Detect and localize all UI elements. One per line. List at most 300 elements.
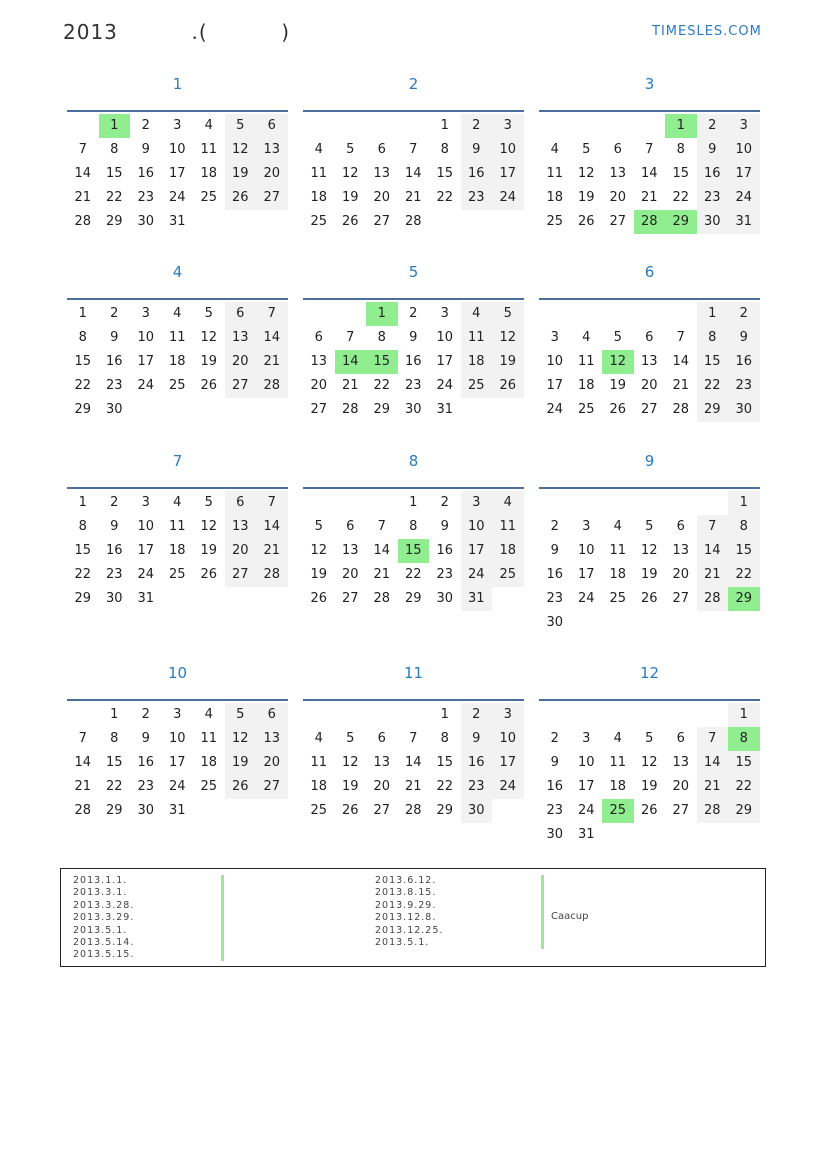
day-cell[interactable]: 9: [409, 330, 418, 345]
day-cell[interactable]: 12: [200, 519, 218, 534]
day-cell[interactable]: 3: [582, 519, 591, 534]
day-cell[interactable]: 27: [640, 402, 658, 417]
day-cell[interactable]: 25: [310, 214, 328, 229]
day-cell[interactable]: 19: [225, 162, 257, 186]
day-cell[interactable]: 2: [550, 731, 559, 746]
day-cell[interactable]: 7: [78, 142, 87, 157]
day-cell[interactable]: 21: [404, 190, 422, 205]
day-cell[interactable]: 26: [640, 591, 658, 606]
day-cell[interactable]: 26: [609, 402, 627, 417]
day-cell[interactable]: 17: [461, 539, 493, 563]
day-cell[interactable]: 9: [461, 138, 493, 162]
day-cell[interactable]: 10: [137, 330, 155, 345]
day-cell[interactable]: 6: [676, 519, 685, 534]
day-cell[interactable]: 12: [640, 543, 658, 558]
day-cell[interactable]: 19: [609, 378, 627, 393]
day-cell[interactable]: 26: [492, 374, 524, 398]
day-cell[interactable]: 23: [436, 567, 454, 582]
day-cell[interactable]: 14: [373, 543, 391, 558]
day-cell[interactable]: 2: [409, 306, 418, 321]
day-cell[interactable]: 27: [225, 374, 257, 398]
day-cell[interactable]: 4: [613, 731, 622, 746]
day-cell[interactable]: 1: [728, 703, 760, 727]
day-cell[interactable]: 6: [377, 142, 386, 157]
day-cell[interactable]: 18: [168, 354, 186, 369]
day-cell[interactable]: 30: [728, 398, 760, 422]
day-cell[interactable]: 30: [105, 591, 123, 606]
day-cell[interactable]: 2: [461, 114, 493, 138]
day-cell[interactable]: 11: [492, 515, 524, 539]
day-cell[interactable]: 8: [78, 519, 87, 534]
day-cell[interactable]: 7: [645, 142, 654, 157]
day-cell[interactable]: 4: [173, 306, 182, 321]
day-cell[interactable]: 12: [577, 166, 595, 181]
day-cell[interactable]: 26: [310, 591, 328, 606]
day-cell[interactable]: 21: [697, 775, 729, 799]
day-cell[interactable]: 23: [461, 186, 493, 210]
day-cell[interactable]: 7: [78, 731, 87, 746]
day-cell[interactable]: 27: [341, 591, 359, 606]
day-cell[interactable]: 9: [141, 142, 150, 157]
day-cell[interactable]: 15: [436, 755, 454, 770]
day-cell[interactable]: 20: [256, 751, 288, 775]
day-cell[interactable]: 18: [492, 539, 524, 563]
day-cell[interactable]: 5: [204, 495, 213, 510]
day-cell[interactable]: 28: [404, 214, 422, 229]
day-cell[interactable]: 11: [546, 166, 564, 181]
day-cell[interactable]: 12: [341, 166, 359, 181]
day-cell[interactable]: 10: [577, 543, 595, 558]
day-cell[interactable]: 15: [672, 166, 690, 181]
day-cell[interactable]: 1: [409, 495, 418, 510]
day-cell[interactable]: 4: [582, 330, 591, 345]
day-cell[interactable]: 15: [74, 543, 92, 558]
day-cell[interactable]: 4: [314, 142, 323, 157]
day-cell[interactable]: 16: [728, 350, 760, 374]
day-cell[interactable]: 16: [546, 779, 564, 794]
day-cell[interactable]: 10: [168, 142, 186, 157]
day-cell[interactable]: 6: [346, 519, 355, 534]
day-cell[interactable]: 31: [728, 210, 760, 234]
day-cell[interactable]: 23: [105, 378, 123, 393]
day-cell[interactable]: 3: [461, 491, 493, 515]
day-cell[interactable]: 23: [404, 378, 422, 393]
day-cell[interactable]: 20: [672, 779, 690, 794]
site-brand-link[interactable]: TIMESLES.COM: [652, 24, 762, 39]
day-cell[interactable]: 25: [310, 803, 328, 818]
day-cell[interactable]: 18: [546, 190, 564, 205]
day-cell[interactable]: 19: [310, 567, 328, 582]
day-cell[interactable]: 19: [640, 567, 658, 582]
day-cell[interactable]: 28: [341, 402, 359, 417]
day-cell[interactable]: 30: [137, 803, 155, 818]
day-cell[interactable]: 25: [461, 374, 493, 398]
day-cell[interactable]: 6: [225, 491, 257, 515]
day-cell[interactable]: 11: [168, 519, 186, 534]
day-cell[interactable]: 13: [373, 166, 391, 181]
day-cell[interactable]: 10: [492, 727, 524, 751]
day-cell[interactable]: 19: [200, 543, 218, 558]
day-cell[interactable]: 15: [728, 751, 760, 775]
day-cell[interactable]: 21: [341, 378, 359, 393]
day-cell[interactable]: 25: [200, 190, 218, 205]
day-cell[interactable]: 16: [697, 162, 729, 186]
day-cell[interactable]: 9: [550, 543, 559, 558]
day-cell[interactable]: 25: [492, 563, 524, 587]
day-cell[interactable]: 31: [137, 591, 155, 606]
day-cell[interactable]: 18: [200, 166, 218, 181]
day-cell[interactable]: 27: [609, 214, 627, 229]
day-cell[interactable]: 6: [676, 731, 685, 746]
day-cell[interactable]: 12: [341, 755, 359, 770]
day-cell[interactable]: 2: [110, 495, 119, 510]
day-cell[interactable]: 17: [492, 162, 524, 186]
day-cell[interactable]: 6: [256, 703, 288, 727]
day-cell[interactable]: 22: [404, 567, 422, 582]
day-cell[interactable]: 22: [373, 378, 391, 393]
day-cell[interactable]: 15: [366, 350, 398, 374]
day-cell[interactable]: 13: [341, 543, 359, 558]
day-cell[interactable]: 31: [436, 402, 454, 417]
day-cell[interactable]: 4: [173, 495, 182, 510]
day-cell[interactable]: 10: [492, 138, 524, 162]
day-cell[interactable]: 3: [728, 114, 760, 138]
day-cell[interactable]: 8: [110, 142, 119, 157]
day-cell[interactable]: 11: [168, 330, 186, 345]
day-cell[interactable]: 10: [436, 330, 454, 345]
day-cell[interactable]: 5: [225, 703, 257, 727]
day-cell[interactable]: 6: [225, 302, 257, 326]
day-cell[interactable]: 17: [436, 354, 454, 369]
day-cell[interactable]: 29: [728, 799, 760, 823]
day-cell[interactable]: 8: [78, 330, 87, 345]
day-cell[interactable]: 23: [697, 186, 729, 210]
day-cell[interactable]: 19: [341, 190, 359, 205]
day-cell[interactable]: 8: [377, 330, 386, 345]
day-cell[interactable]: 19: [577, 190, 595, 205]
day-cell[interactable]: 25: [546, 214, 564, 229]
day-cell[interactable]: 21: [404, 779, 422, 794]
day-cell[interactable]: 28: [256, 374, 288, 398]
day-cell[interactable]: 9: [550, 755, 559, 770]
day-cell[interactable]: 14: [404, 755, 422, 770]
day-cell[interactable]: 11: [609, 543, 627, 558]
day-cell[interactable]: 20: [672, 567, 690, 582]
day-cell[interactable]: 17: [728, 162, 760, 186]
day-cell[interactable]: 29: [436, 803, 454, 818]
day-cell[interactable]: 1: [110, 707, 119, 722]
day-cell[interactable]: 9: [110, 330, 119, 345]
day-cell[interactable]: 23: [137, 779, 155, 794]
day-cell[interactable]: 1: [665, 114, 697, 138]
day-cell[interactable]: 9: [461, 727, 493, 751]
day-cell[interactable]: 28: [697, 587, 729, 611]
day-cell[interactable]: 15: [436, 166, 454, 181]
day-cell[interactable]: 11: [200, 731, 218, 746]
day-cell[interactable]: 27: [310, 402, 328, 417]
day-cell[interactable]: 1: [78, 306, 87, 321]
day-cell[interactable]: 9: [110, 519, 119, 534]
day-cell[interactable]: 9: [697, 138, 729, 162]
day-cell[interactable]: 8: [728, 515, 760, 539]
day-cell[interactable]: 20: [373, 779, 391, 794]
day-cell[interactable]: 3: [173, 118, 182, 133]
day-cell[interactable]: 7: [697, 727, 729, 751]
day-cell[interactable]: 27: [672, 591, 690, 606]
day-cell[interactable]: 17: [168, 166, 186, 181]
day-cell[interactable]: 26: [341, 214, 359, 229]
day-cell[interactable]: 24: [436, 378, 454, 393]
day-cell[interactable]: 9: [141, 731, 150, 746]
day-cell[interactable]: 23: [728, 374, 760, 398]
day-cell[interactable]: 5: [645, 519, 654, 534]
day-cell[interactable]: 29: [373, 402, 391, 417]
day-cell[interactable]: 23: [461, 775, 493, 799]
day-cell[interactable]: 5: [645, 731, 654, 746]
day-cell[interactable]: 25: [200, 779, 218, 794]
day-cell[interactable]: 14: [640, 166, 658, 181]
day-cell[interactable]: 3: [492, 703, 524, 727]
day-cell[interactable]: 11: [609, 755, 627, 770]
day-cell[interactable]: 12: [225, 727, 257, 751]
day-cell[interactable]: 13: [672, 755, 690, 770]
day-cell[interactable]: 26: [341, 803, 359, 818]
day-cell[interactable]: 14: [697, 751, 729, 775]
day-cell[interactable]: 1: [697, 302, 729, 326]
day-cell[interactable]: 20: [225, 539, 257, 563]
day-cell[interactable]: 22: [105, 190, 123, 205]
day-cell[interactable]: 5: [582, 142, 591, 157]
day-cell[interactable]: 12: [225, 138, 257, 162]
day-cell[interactable]: 7: [256, 302, 288, 326]
day-cell[interactable]: 1: [728, 491, 760, 515]
day-cell[interactable]: 12: [602, 350, 634, 374]
day-cell[interactable]: 2: [440, 495, 449, 510]
day-cell[interactable]: 24: [137, 378, 155, 393]
day-cell[interactable]: 15: [105, 166, 123, 181]
day-cell[interactable]: 7: [409, 731, 418, 746]
day-cell[interactable]: 30: [697, 210, 729, 234]
day-cell[interactable]: 27: [373, 214, 391, 229]
day-cell[interactable]: 26: [577, 214, 595, 229]
day-cell[interactable]: 16: [461, 162, 493, 186]
day-cell[interactable]: 10: [137, 519, 155, 534]
day-cell[interactable]: 24: [168, 779, 186, 794]
day-cell[interactable]: 15: [105, 755, 123, 770]
day-cell[interactable]: 6: [645, 330, 654, 345]
day-cell[interactable]: 18: [461, 350, 493, 374]
day-cell[interactable]: 6: [377, 731, 386, 746]
day-cell[interactable]: 12: [200, 330, 218, 345]
day-cell[interactable]: 22: [105, 779, 123, 794]
day-cell[interactable]: 11: [461, 326, 493, 350]
day-cell[interactable]: 23: [137, 190, 155, 205]
day-cell[interactable]: 18: [200, 755, 218, 770]
day-cell[interactable]: 7: [377, 519, 386, 534]
day-cell[interactable]: 3: [582, 731, 591, 746]
day-cell[interactable]: 8: [697, 326, 729, 350]
day-cell[interactable]: 17: [492, 751, 524, 775]
day-cell[interactable]: 9: [728, 326, 760, 350]
day-cell[interactable]: 31: [461, 587, 493, 611]
day-cell[interactable]: 29: [665, 210, 697, 234]
day-cell[interactable]: 10: [461, 515, 493, 539]
day-cell[interactable]: 13: [672, 543, 690, 558]
day-cell[interactable]: 19: [492, 350, 524, 374]
day-cell[interactable]: 25: [168, 378, 186, 393]
day-cell[interactable]: 18: [577, 378, 595, 393]
day-cell[interactable]: 28: [634, 210, 666, 234]
day-cell[interactable]: 7: [697, 515, 729, 539]
day-cell[interactable]: 14: [335, 350, 367, 374]
day-cell[interactable]: 27: [256, 186, 288, 210]
day-cell[interactable]: 5: [346, 731, 355, 746]
day-cell[interactable]: 2: [697, 114, 729, 138]
day-cell[interactable]: 27: [256, 775, 288, 799]
day-cell[interactable]: 27: [373, 803, 391, 818]
day-cell[interactable]: 19: [341, 779, 359, 794]
day-cell[interactable]: 24: [492, 775, 524, 799]
day-cell[interactable]: 13: [609, 166, 627, 181]
day-cell[interactable]: 19: [640, 779, 658, 794]
day-cell[interactable]: 10: [168, 731, 186, 746]
day-cell[interactable]: 6: [256, 114, 288, 138]
day-cell[interactable]: 16: [546, 567, 564, 582]
day-cell[interactable]: 11: [310, 166, 328, 181]
day-cell[interactable]: 8: [409, 519, 418, 534]
day-cell[interactable]: 25: [609, 591, 627, 606]
day-cell[interactable]: 5: [346, 142, 355, 157]
day-cell[interactable]: 18: [609, 779, 627, 794]
day-cell[interactable]: 14: [672, 354, 690, 369]
day-cell[interactable]: 21: [74, 190, 92, 205]
day-cell[interactable]: 27: [672, 803, 690, 818]
day-cell[interactable]: 28: [697, 799, 729, 823]
day-cell[interactable]: 18: [168, 543, 186, 558]
day-cell[interactable]: 8: [728, 727, 760, 751]
day-cell[interactable]: 20: [310, 378, 328, 393]
day-cell[interactable]: 22: [74, 567, 92, 582]
day-cell[interactable]: 1: [78, 495, 87, 510]
day-cell[interactable]: 5: [314, 519, 323, 534]
day-cell[interactable]: 5: [204, 306, 213, 321]
day-cell[interactable]: 3: [492, 114, 524, 138]
day-cell[interactable]: 20: [341, 567, 359, 582]
day-cell[interactable]: 30: [546, 615, 564, 630]
day-cell[interactable]: 2: [110, 306, 119, 321]
day-cell[interactable]: 8: [110, 731, 119, 746]
day-cell[interactable]: 2: [728, 302, 760, 326]
day-cell[interactable]: 22: [436, 779, 454, 794]
day-cell[interactable]: 10: [728, 138, 760, 162]
day-cell[interactable]: 29: [74, 402, 92, 417]
day-cell[interactable]: 15: [74, 354, 92, 369]
day-cell[interactable]: 13: [256, 727, 288, 751]
day-cell[interactable]: 6: [314, 330, 323, 345]
day-cell[interactable]: 18: [609, 567, 627, 582]
day-cell[interactable]: 23: [546, 803, 564, 818]
day-cell[interactable]: 16: [137, 166, 155, 181]
day-cell[interactable]: 2: [141, 118, 150, 133]
day-cell[interactable]: 29: [105, 214, 123, 229]
day-cell[interactable]: 4: [550, 142, 559, 157]
day-cell[interactable]: 2: [141, 707, 150, 722]
day-cell[interactable]: 19: [225, 751, 257, 775]
day-cell[interactable]: 4: [204, 707, 213, 722]
day-cell[interactable]: 22: [697, 374, 729, 398]
day-cell[interactable]: 10: [577, 755, 595, 770]
day-cell[interactable]: 3: [440, 306, 449, 321]
day-cell[interactable]: 29: [728, 587, 760, 611]
day-cell[interactable]: 1: [440, 118, 449, 133]
day-cell[interactable]: 14: [74, 755, 92, 770]
day-cell[interactable]: 31: [577, 827, 595, 842]
day-cell[interactable]: 22: [74, 378, 92, 393]
day-cell[interactable]: 31: [168, 214, 186, 229]
day-cell[interactable]: 20: [225, 350, 257, 374]
day-cell[interactable]: 18: [310, 779, 328, 794]
day-cell[interactable]: 15: [728, 539, 760, 563]
day-cell[interactable]: 8: [440, 731, 449, 746]
day-cell[interactable]: 5: [492, 302, 524, 326]
day-cell[interactable]: 6: [613, 142, 622, 157]
day-cell[interactable]: 24: [168, 190, 186, 205]
day-cell[interactable]: 16: [137, 755, 155, 770]
day-cell[interactable]: 21: [640, 190, 658, 205]
day-cell[interactable]: 31: [168, 803, 186, 818]
day-cell[interactable]: 29: [697, 398, 729, 422]
day-cell[interactable]: 16: [461, 751, 493, 775]
day-cell[interactable]: 24: [577, 591, 595, 606]
day-cell[interactable]: 24: [577, 803, 595, 818]
day-cell[interactable]: 24: [546, 402, 564, 417]
day-cell[interactable]: 27: [225, 563, 257, 587]
day-cell[interactable]: 26: [200, 567, 218, 582]
day-cell[interactable]: 30: [137, 214, 155, 229]
day-cell[interactable]: 23: [105, 567, 123, 582]
day-cell[interactable]: 30: [461, 799, 493, 823]
day-cell[interactable]: 2: [461, 703, 493, 727]
day-cell[interactable]: 5: [613, 330, 622, 345]
day-cell[interactable]: 29: [74, 591, 92, 606]
day-cell[interactable]: 17: [168, 755, 186, 770]
day-cell[interactable]: 14: [697, 539, 729, 563]
day-cell[interactable]: 4: [613, 519, 622, 534]
day-cell[interactable]: 21: [256, 539, 288, 563]
day-cell[interactable]: 3: [141, 495, 150, 510]
day-cell[interactable]: 16: [105, 354, 123, 369]
day-cell[interactable]: 13: [373, 755, 391, 770]
day-cell[interactable]: 23: [546, 591, 564, 606]
day-cell[interactable]: 14: [404, 166, 422, 181]
day-cell[interactable]: 11: [577, 354, 595, 369]
day-cell[interactable]: 18: [310, 190, 328, 205]
day-cell[interactable]: 30: [404, 402, 422, 417]
day-cell[interactable]: 1: [99, 114, 131, 138]
day-cell[interactable]: 21: [697, 563, 729, 587]
day-cell[interactable]: 21: [256, 350, 288, 374]
day-cell[interactable]: 4: [314, 731, 323, 746]
day-cell[interactable]: 16: [436, 543, 454, 558]
day-cell[interactable]: 14: [256, 326, 288, 350]
day-cell[interactable]: 12: [640, 755, 658, 770]
day-cell[interactable]: 26: [200, 378, 218, 393]
day-cell[interactable]: 17: [546, 378, 564, 393]
day-cell[interactable]: 24: [492, 186, 524, 210]
day-cell[interactable]: 30: [546, 827, 564, 842]
day-cell[interactable]: 28: [74, 803, 92, 818]
day-cell[interactable]: 8: [676, 142, 685, 157]
